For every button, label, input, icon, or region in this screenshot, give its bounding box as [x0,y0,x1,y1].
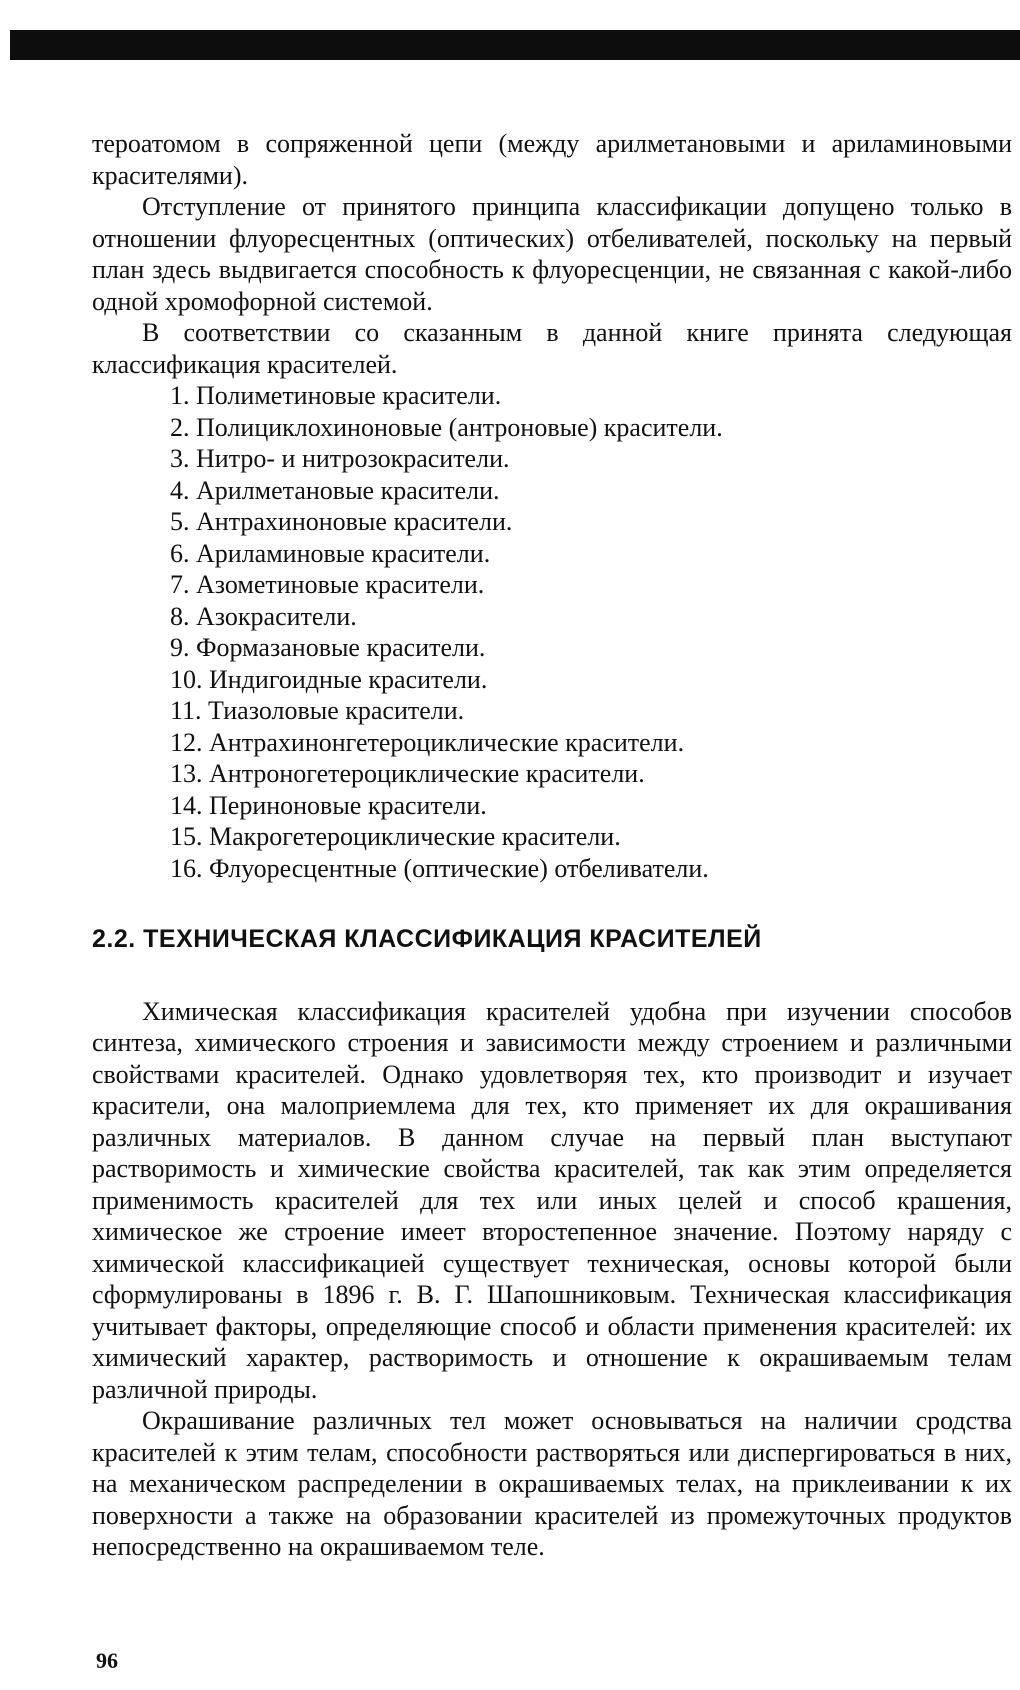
list-item: 15. Макрогетероциклические красители. [170,822,621,851]
list-item: 5. Антрахиноновые красители. [170,507,513,536]
paragraph-dyeing-methods: Окрашивание различных тел может основываться на наличии сродства красителей к этим телам, способности растворяться или диспергироваться в них, на механическом распределении в окрашиваемых телах, на приклеивании к их поверхности а также на образовании красителей из промежуточных продуктов непосредственно на окрашиваемом теле. [92,1406,1012,1561]
list-item: 9. Формазановые красители. [170,633,486,662]
list-item: 10. Индигоидные красители. [170,664,488,694]
paragraph-exception: Отступление от принятого принципа классификации допущено только в отношении флуоресцентных (оптических) отбеливателей, поскольку на первый план здесь выдвигается способность к флуоресценции, не связанная с какой-либо одной хромофорной системой. [92,192,1012,316]
list-item: 4. Арилметановые красители. [170,475,500,505]
list-item: 16. Флуоресцентные (оптические) отбеливатели. [170,853,709,883]
list-item: 12. Антрахинонгетероциклические красители. [170,727,685,757]
list-item: 8. Азокрасители. [170,601,357,631]
list-item: 1. Полиметиновые красители. [170,381,502,410]
list-item: 14. Периноновые красители. [170,790,487,820]
page-number: 96 [96,1648,118,1673]
list-item: 6. Ариламиновые красители. [170,538,491,568]
scan-edge-bar [10,30,1020,60]
paragraph-intro-list: В соответствии со сказанным в данной книге принята следующая классификация красителей. [92,318,1012,379]
paragraph-technical-classification: Химическая классификация красителей удобна при изучении способов синтеза, химического строения и зависимости между строением и различными свойствами красителей. Однако удовлетворяя тех, кто производит и изучает красители, она малоприемлема для тех, кто применяет их для окрашивания различных материалов. В данном случае на первый план выступают растворимость и химические свойства красителей, так как этим определяется применимость красителей для тех или иных целей и способ крашения, химическое же строение имеет второстепенное значение. Поэтому наряду с химической классификацией существует техническая, основы которой были сформулированы в 1896 г. В. Г. Шапошниковым. Техническая классификация учитывает факторы, определяющие способ и области применения красителей: их химический характер, растворимость и отношение к окрашиваемым телам различной природы. [92,996,1012,1404]
paragraph-continuation: тероатомом в сопряженной цепи (между арилметановыми и ариламиновыми красителями). [92,129,1012,190]
list-item: 2. Полициклохиноновые (антроновые) красители. [170,412,723,442]
list-item: 7. Азометиновые красители. [170,570,485,599]
classification-list [92,380,1012,884]
list-item: 13. Антроногетероциклические красители. [170,759,645,788]
section-heading: 2.2. ТЕХНИЧЕСКАЯ КЛАССИФИКАЦИЯ КРАСИТЕЛЕЙ [92,925,762,953]
list-item: 3. Нитро- и нитрозокрасители. [170,444,510,473]
list-item: 11. Тиазоловые красители. [170,696,465,725]
page-body [92,128,1012,1563]
